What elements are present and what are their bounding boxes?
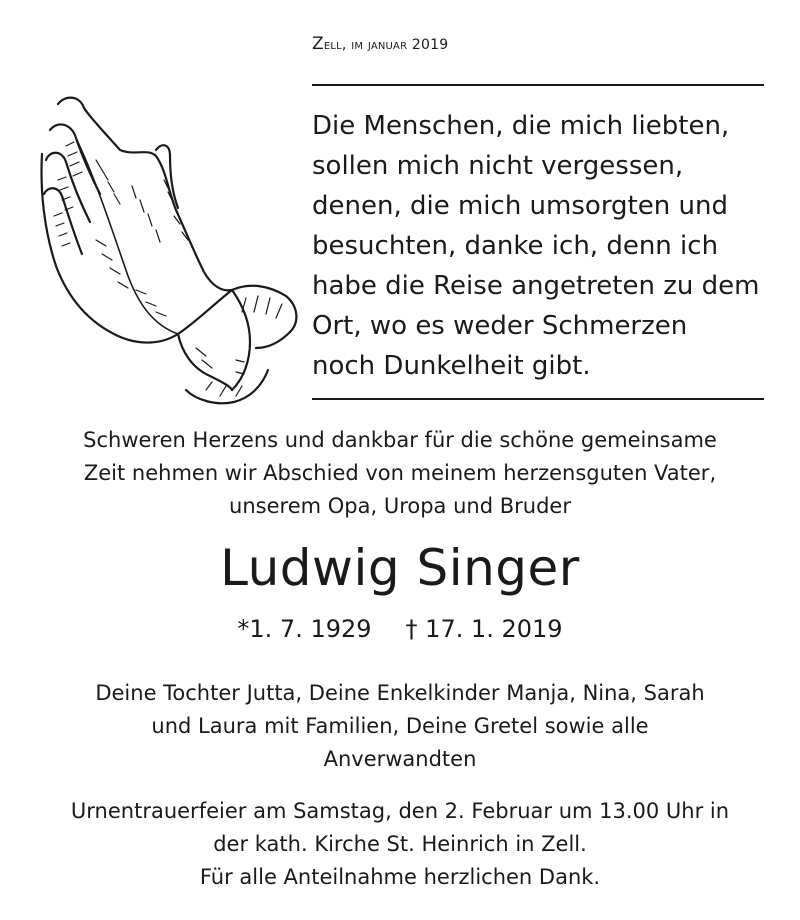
mourners-line: und Laura mit Familien, Deine Gretel sowie alle — [151, 714, 649, 738]
place-initial: Z — [312, 34, 324, 54]
mourners-text — [0, 677, 800, 776]
intro-line: unserem Opa, Uropa und Bruder — [229, 494, 571, 518]
poem-line: noch Dunkelheit gibt. — [312, 351, 591, 381]
poem-line: habe die Reise angetreten zu dem — [312, 271, 760, 301]
deceased-name: Ludwig Singer — [220, 539, 580, 597]
service-line: Urnentrauerfeier am Samstag, den 2. Februar um 13.00 Uhr in — [70, 799, 730, 823]
memorial-poem — [312, 106, 772, 386]
mourners-line: Anverwandten — [323, 747, 477, 771]
birth-date: *1. 7. 1929 — [237, 615, 372, 643]
life-dates — [0, 612, 800, 646]
poem-line: besuchten, danke ich, denn ich — [312, 231, 719, 261]
service-line: Für alle Anteilnahme herzlichen Dank. — [199, 865, 601, 889]
intro-line: Schweren Herzens und dankbar für die schöne gemeinsame — [83, 428, 717, 452]
poem-line: sollen mich nicht vergessen, — [312, 151, 684, 181]
service-line: der kath. Kirche St. Heinrich in Zell. — [213, 832, 587, 856]
bottom-divider — [312, 398, 764, 400]
place-rest: ell, im januar 2019 — [323, 37, 449, 53]
top-divider — [312, 84, 764, 86]
intro-line: Zeit nehmen wir Abschied von meinem herzensguten Vater, — [83, 461, 717, 485]
mourners-line: Deine Tochter Jutta, Deine Enkelkinder Manja, Nina, Sarah — [95, 681, 705, 705]
intro-text — [0, 424, 800, 523]
poem-line: Die Menschen, die mich liebten, — [312, 111, 730, 141]
death-date: † 17. 1. 2019 — [405, 615, 563, 643]
poem-line: Ort, wo es weder Schmerzen — [312, 311, 688, 341]
praying-hands-icon — [36, 90, 306, 412]
poem-line: denen, die mich umsorgten und — [312, 191, 728, 221]
place-date — [312, 34, 448, 54]
service-info — [0, 795, 800, 894]
